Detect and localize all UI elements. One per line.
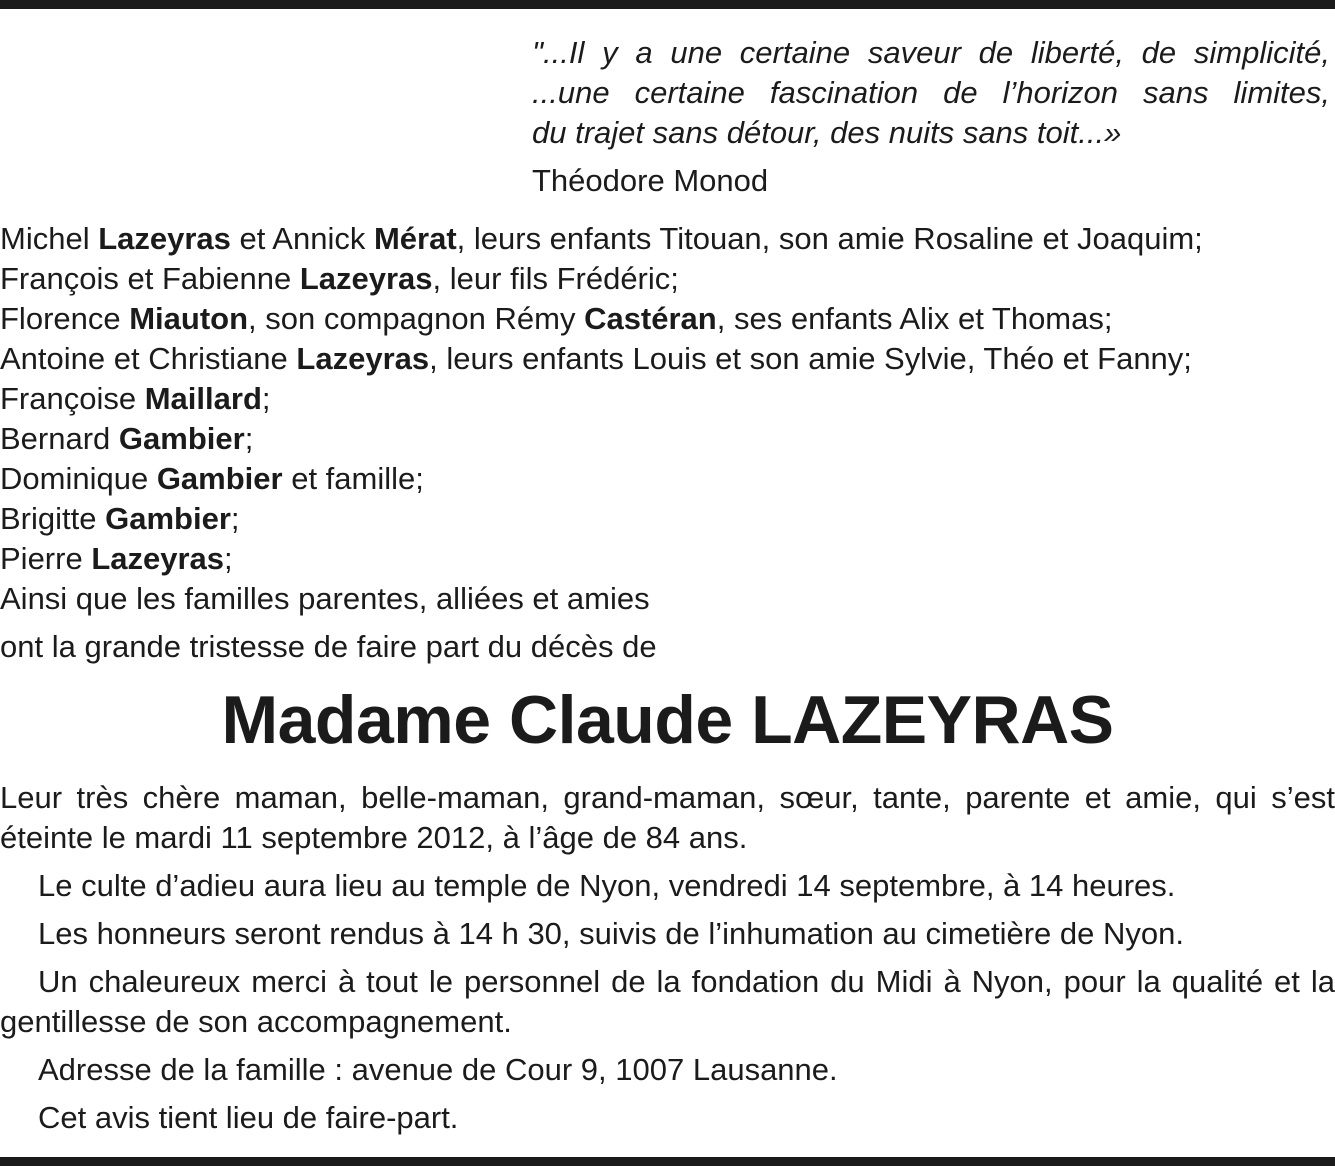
family-text: Michel bbox=[0, 221, 99, 256]
family-line bbox=[0, 459, 1335, 499]
family-text: , leurs enfants Louis et son amie Sylvie, Théo et Fanny; bbox=[429, 341, 1192, 376]
family-line bbox=[0, 539, 1335, 579]
family-surname: Gambier bbox=[156, 461, 283, 496]
epigraph bbox=[532, 33, 1330, 201]
family-line bbox=[0, 419, 1335, 459]
family-text: François et Fabienne bbox=[0, 261, 300, 296]
epigraph-author: Théodore Monod bbox=[532, 163, 769, 198]
family-list bbox=[0, 219, 1335, 667]
bottom-rule bbox=[0, 1157, 1335, 1166]
top-rule bbox=[0, 0, 1335, 9]
family-members bbox=[0, 219, 1335, 579]
family-surname: Maillard bbox=[144, 381, 262, 416]
honours-paragraph: Les honneurs seront rendus à 14 h 30, suivis de l’inhumation au cimetière de Nyon. bbox=[38, 916, 1184, 951]
family-text: ; bbox=[244, 421, 254, 456]
epigraph-line: ...une certaine fascination de l’horizon sans limites, bbox=[532, 75, 1330, 110]
family-text: Florence bbox=[0, 301, 130, 336]
epigraph-line: du trajet sans détour, des nuits sans toit...» bbox=[532, 115, 1122, 150]
family-text: Dominique bbox=[0, 461, 157, 496]
family-text: Pierre bbox=[0, 541, 92, 576]
family-surname: Mérat bbox=[373, 221, 457, 256]
ceremony-paragraph: Le culte d’adieu aura lieu au temple de Nyon, vendredi 14 septembre, à 14 heures. bbox=[38, 868, 1176, 903]
address-paragraph: Adresse de la famille : avenue de Cour 9, 1007 Lausanne. bbox=[38, 1052, 838, 1087]
family-surname: Gambier bbox=[118, 421, 245, 456]
deceased-name: Madame Claude LAZEYRAS bbox=[221, 682, 1114, 758]
family-text: , ses enfants Alix et Thomas; bbox=[716, 301, 1113, 336]
family-surname: Lazeyras bbox=[296, 341, 430, 376]
family-line bbox=[0, 219, 1335, 259]
family-line bbox=[0, 299, 1335, 339]
family-line bbox=[0, 499, 1335, 539]
family-line bbox=[0, 259, 1335, 299]
family-text: , leurs enfants Titouan, son amie Rosaline et Joaquim; bbox=[456, 221, 1203, 256]
family-text: Françoise bbox=[0, 381, 145, 416]
family-line bbox=[0, 339, 1335, 379]
family-text: , son compagnon Rémy bbox=[248, 301, 585, 336]
family-line bbox=[0, 379, 1335, 419]
family-surname: Lazeyras bbox=[299, 261, 433, 296]
family-surname: Miauton bbox=[129, 301, 249, 336]
family-text: , leur fils Frédéric; bbox=[432, 261, 679, 296]
family-text: Bernard bbox=[0, 421, 119, 456]
also-families: Ainsi que les familles parentes, alliées et amies bbox=[0, 581, 650, 616]
notice-paragraph: Cet avis tient lieu de faire-part. bbox=[38, 1100, 459, 1135]
family-text: ; bbox=[261, 381, 271, 416]
family-surname: Castéran bbox=[584, 301, 717, 336]
notice-body bbox=[0, 778, 1335, 1146]
epigraph-line: "...Il y a une certaine saveur de liberté, de simplicité, bbox=[532, 35, 1330, 70]
family-text: et famille; bbox=[282, 461, 424, 496]
tribute-paragraph: Leur très chère maman, belle-maman, grand-maman, sœur, tante, parente et amie, qui s’est éteinte le mardi 11 septembre 2012, à l’âge de 84 ans. bbox=[0, 780, 1335, 855]
announcement-text: ont la grande tristesse de faire part du décès de bbox=[0, 629, 657, 664]
family-surname: Gambier bbox=[105, 501, 231, 536]
family-text: ; bbox=[230, 501, 240, 536]
family-surname: Lazeyras bbox=[98, 221, 231, 256]
family-surname: Lazeyras bbox=[91, 541, 225, 576]
family-text: et Annick bbox=[230, 221, 374, 256]
thanks-paragraph: Un chaleureux merci à tout le personnel de la fondation du Midi à Nyon, pour la qualité et la gentillesse de son accompagnement. bbox=[0, 964, 1335, 1039]
family-text: Brigitte bbox=[0, 501, 106, 536]
family-text: Antoine et Christiane bbox=[0, 341, 297, 376]
family-text: ; bbox=[224, 541, 233, 576]
